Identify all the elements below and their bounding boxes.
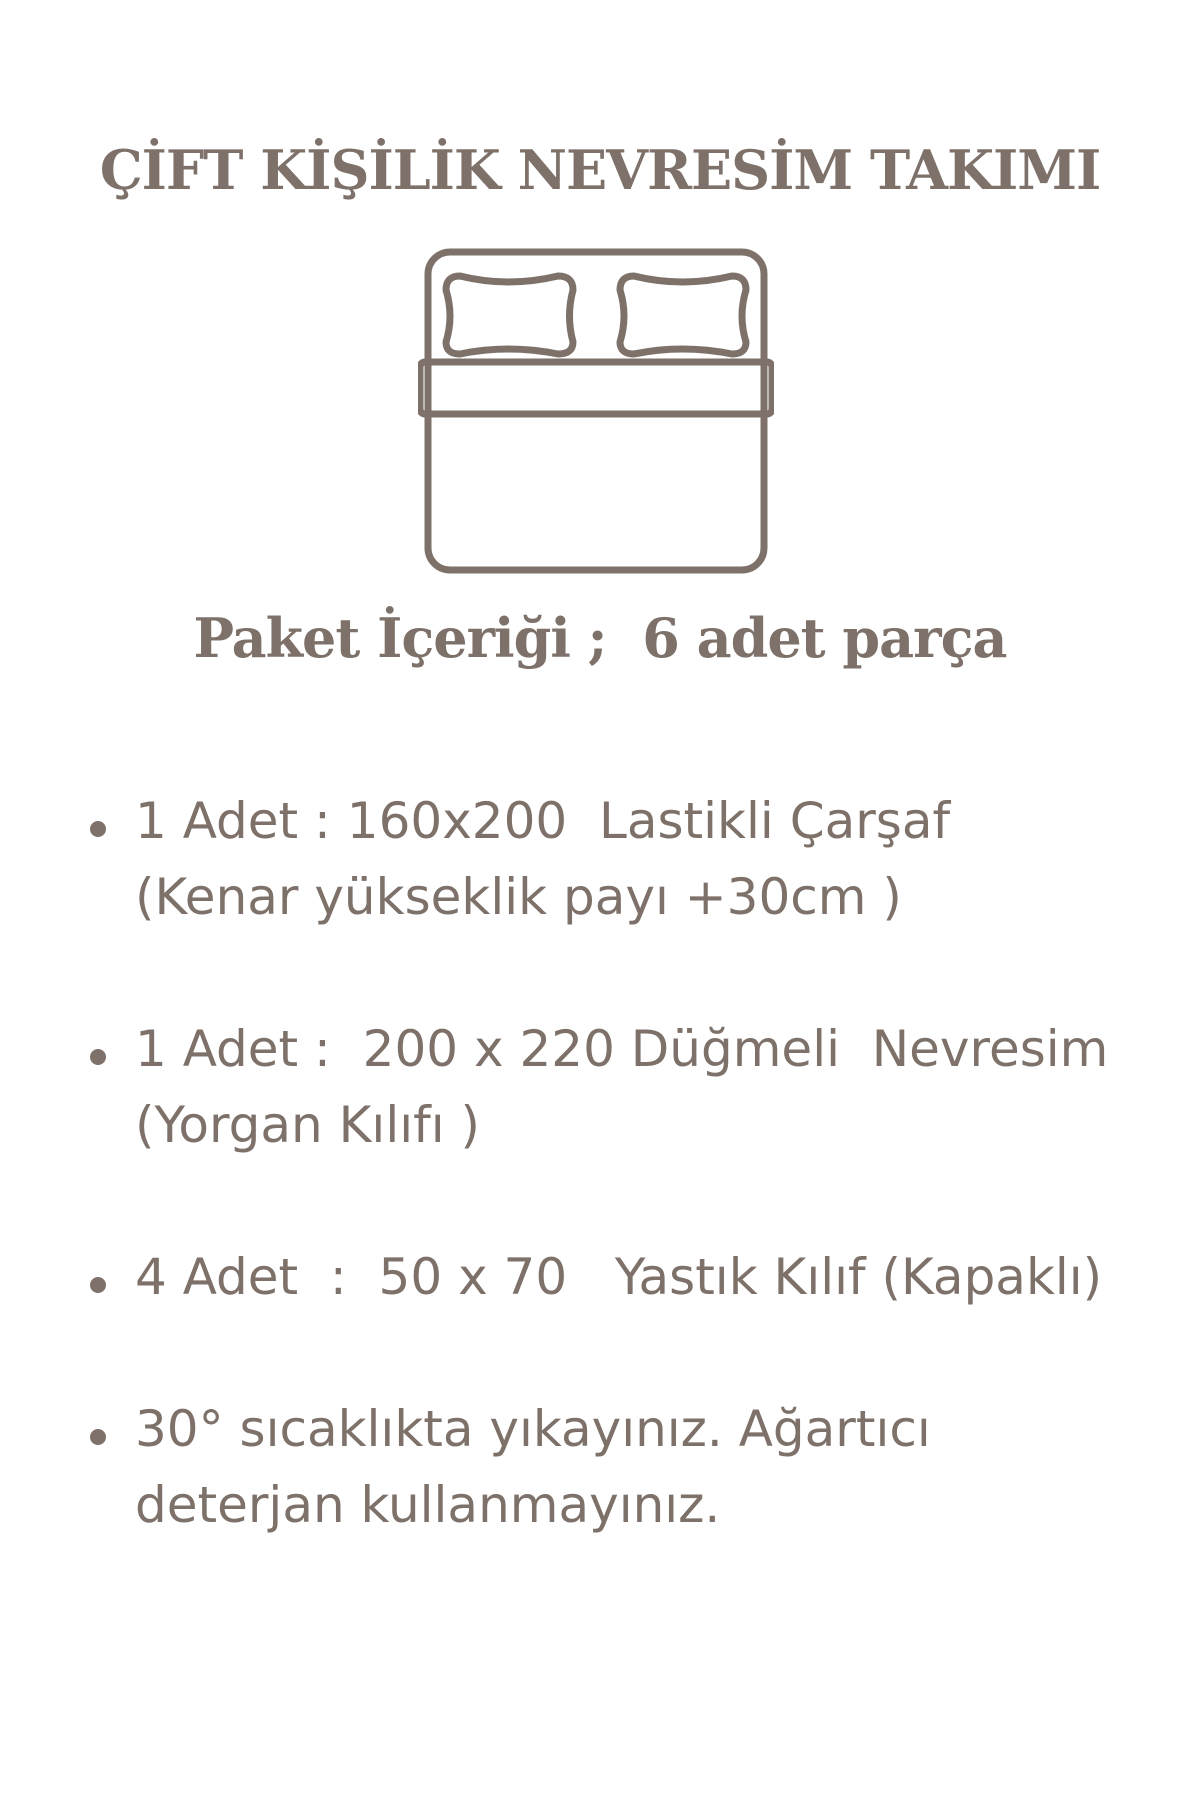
item-line: 1 Adet : 160x200 Lastikli Çarşaf — [135, 792, 951, 850]
bullet-dot — [90, 821, 106, 837]
item-line: (Yorgan Kılıfı ) — [135, 1096, 480, 1154]
bullet-dot — [90, 1277, 106, 1293]
bullet-dot — [90, 1429, 106, 1445]
double-bed-icon — [418, 244, 774, 576]
item-line: deterjan kullanmayınız. — [135, 1476, 721, 1534]
page-title: ÇİFT KİŞİLİK NEVRESİM TAKIMI — [99, 138, 1101, 202]
left-pillow — [446, 276, 573, 354]
package-contents-heading: Paket İçeriği ; 6 adet parça — [193, 606, 1007, 670]
right-pillow — [620, 276, 746, 354]
item-line: 1 Adet : 200 x 220 Düğmeli Nevresim — [135, 1020, 1109, 1078]
item-line: 30° sıcaklıkta yıkayınız. Ağartıcı — [135, 1400, 931, 1458]
item-line: (Kenar yükseklik payı +30cm ) — [135, 868, 902, 926]
item-line: 4 Adet : 50 x 70 Yastık Kılıf (Kapaklı) — [135, 1248, 1103, 1306]
blanket-fold — [420, 362, 772, 414]
bullet-dot — [90, 1049, 106, 1065]
